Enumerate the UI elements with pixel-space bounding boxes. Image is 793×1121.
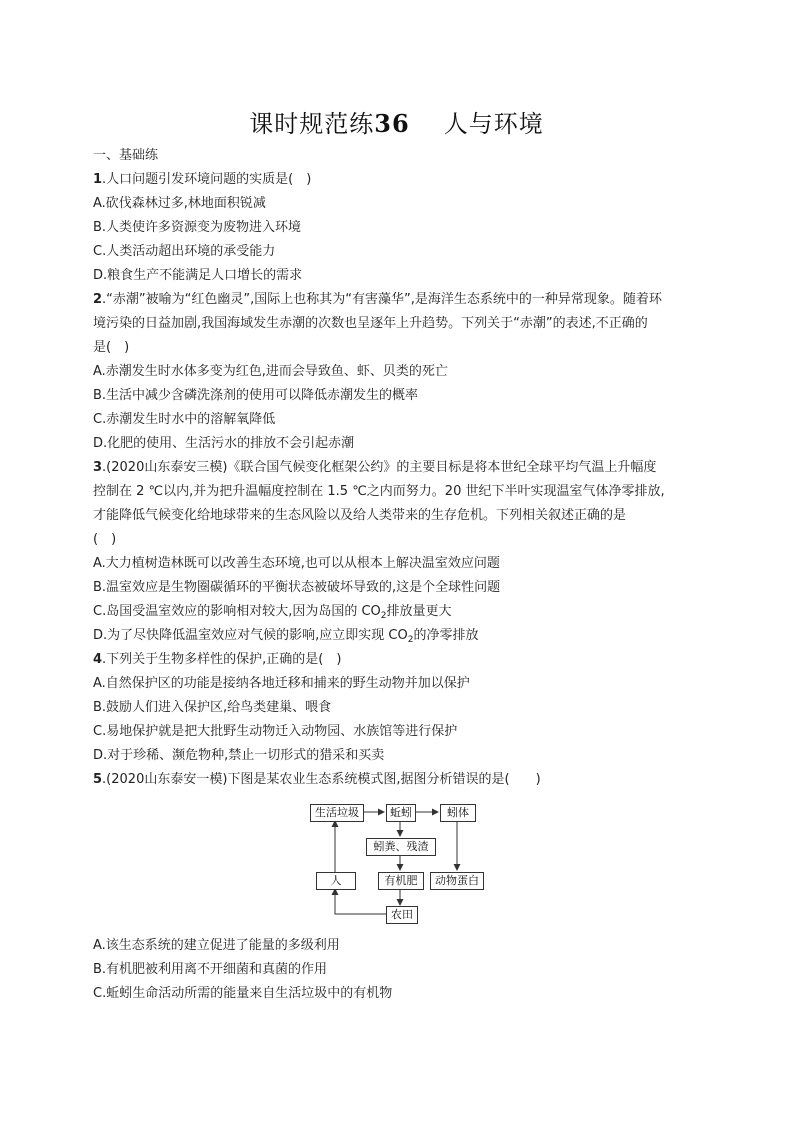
question-number: 4 xyxy=(93,652,103,667)
question-3-stem-line-4: ( ) xyxy=(93,532,117,547)
ecosystem-diagram xyxy=(308,798,508,926)
question-4-stem: 4.下列关于生物多样性的保护,正确的是( ) xyxy=(93,652,342,667)
q5-option-b: B.有机肥被利用离不开细菌和真菌的作用 xyxy=(93,962,328,977)
title-main: 课时规范练 xyxy=(249,110,375,138)
question-2-stem-line-3: 是( ) xyxy=(93,340,130,355)
q2-option-d: D.化肥的使用、生活污水的排放不会引起赤潮 xyxy=(93,436,355,451)
question-number: 1 xyxy=(93,172,103,187)
node-fertilizer: 有机肥 xyxy=(378,872,424,890)
node-body: 蚓体 xyxy=(440,804,476,822)
q4-option-c: C.易地保护就是把大批野生动物迁入动物园、水族馆等进行保护 xyxy=(93,724,458,739)
question-2-stem-line-2: 境污染的日益加剧,我国海域发生赤潮的次数也呈逐年上升趋势。下列关于“赤潮”的表述,不正确的 xyxy=(93,316,648,331)
title-number: 36 xyxy=(374,109,410,138)
question-2-stem-line-1: 2.“赤潮”被喻为“红色幽灵”,国际上也称其为“有害藻华”,是海洋生态系统中的一种异常现象。随着环 xyxy=(93,292,662,307)
q5-option-c: C.蚯蚓生命活动所需的能量来自生活垃圾中的有机物 xyxy=(93,986,393,1001)
arrow-field-to-human xyxy=(335,889,386,914)
q4-option-d: D.对于珍稀、濒危物种,禁止一切形式的猎采和买卖 xyxy=(93,748,385,763)
question-5-stem: 5.(2020山东泰安一模)下图是某农业生态系统模式图,据图分析错误的是( ) xyxy=(93,772,541,787)
q3-option-d: D.为了尽快降低温室效应对气候的影响,应立即实现 $CO_2$的净零排放 xyxy=(93,628,479,645)
q3-option-a: A.大力植树造林既可以改善生态环境,也可以从根本上解决温室效应问题 xyxy=(93,556,500,571)
q3-option-c: C.岛国受温室效应的影响相对较大,因为岛国的 $CO_2$排放量更大 xyxy=(93,604,452,621)
q2-option-c: C.赤潮发生时水中的溶解氧降低 xyxy=(93,412,276,427)
question-5-options xyxy=(93,934,701,1006)
q4-option-b: B.鼓励人们进入保护区,给鸟类建巢、喂食 xyxy=(93,700,332,715)
question-content xyxy=(93,144,701,792)
q2-option-b: B.生活中减少含磷洗涤剂的使用可以降低赤潮发生的概率 xyxy=(93,388,419,403)
q1-option-b: B.人类使许多资源变为废物进入环境 xyxy=(93,220,302,235)
question-3-stem-line-2: 控制在 2 ℃以内,并为把升温幅度控制在 1.5 ℃之内而努力。20 世纪下半叶实现温室气体净零排放, xyxy=(93,484,665,499)
node-earthworm: 蚯蚓 xyxy=(386,804,416,822)
q3-option-b: B.温室效应是生物圈碳循环的平衡状态被破坏导致的,这是个全球性问题 xyxy=(93,580,501,595)
node-field: 农田 xyxy=(386,906,418,924)
node-garbage: 生活垃圾 xyxy=(310,804,364,822)
node-waste: 蚓粪、残渣 xyxy=(366,838,436,856)
node-human: 人 xyxy=(316,872,356,890)
question-number: 3 xyxy=(93,460,103,475)
section-heading: 一、基础练 xyxy=(93,148,159,163)
q2-option-a: A.赤潮发生时水体多变为红色,进而会导致鱼、虾、贝类的死亡 xyxy=(93,364,448,379)
q1-option-c: C.人类活动超出环境的承受能力 xyxy=(93,244,276,259)
node-protein: 动物蛋白 xyxy=(430,872,484,890)
q4-option-a: A.自然保护区的功能是接纳各地迁移和捕来的野生动物并加以保护 xyxy=(93,676,470,691)
question-3-stem-line-1: 3.(2020山东泰安三模)《联合国气候变化框架公约》的主要目标是将本世纪全球平均气温上升幅度 xyxy=(93,460,657,475)
question-number: 5 xyxy=(93,772,103,787)
q1-option-d: D.粮食生产不能满足人口增长的需求 xyxy=(93,268,303,283)
question-1-stem: 1.人口问题引发环境问题的实质是( ) xyxy=(93,172,312,187)
question-number: 2 xyxy=(93,292,103,307)
page-title xyxy=(0,104,793,139)
question-3-stem-line-3: 才能降低气候变化给地球带来的生态风险以及给人类带来的生存危机。下列相关叙述正确的是 xyxy=(93,508,627,523)
q5-option-a: A.该生态系统的建立促进了能量的多级利用 xyxy=(93,938,340,953)
q1-option-a: A.砍伐森林过多,林地面积锐减 xyxy=(93,196,266,211)
title-topic: 人与环境 xyxy=(443,110,544,138)
